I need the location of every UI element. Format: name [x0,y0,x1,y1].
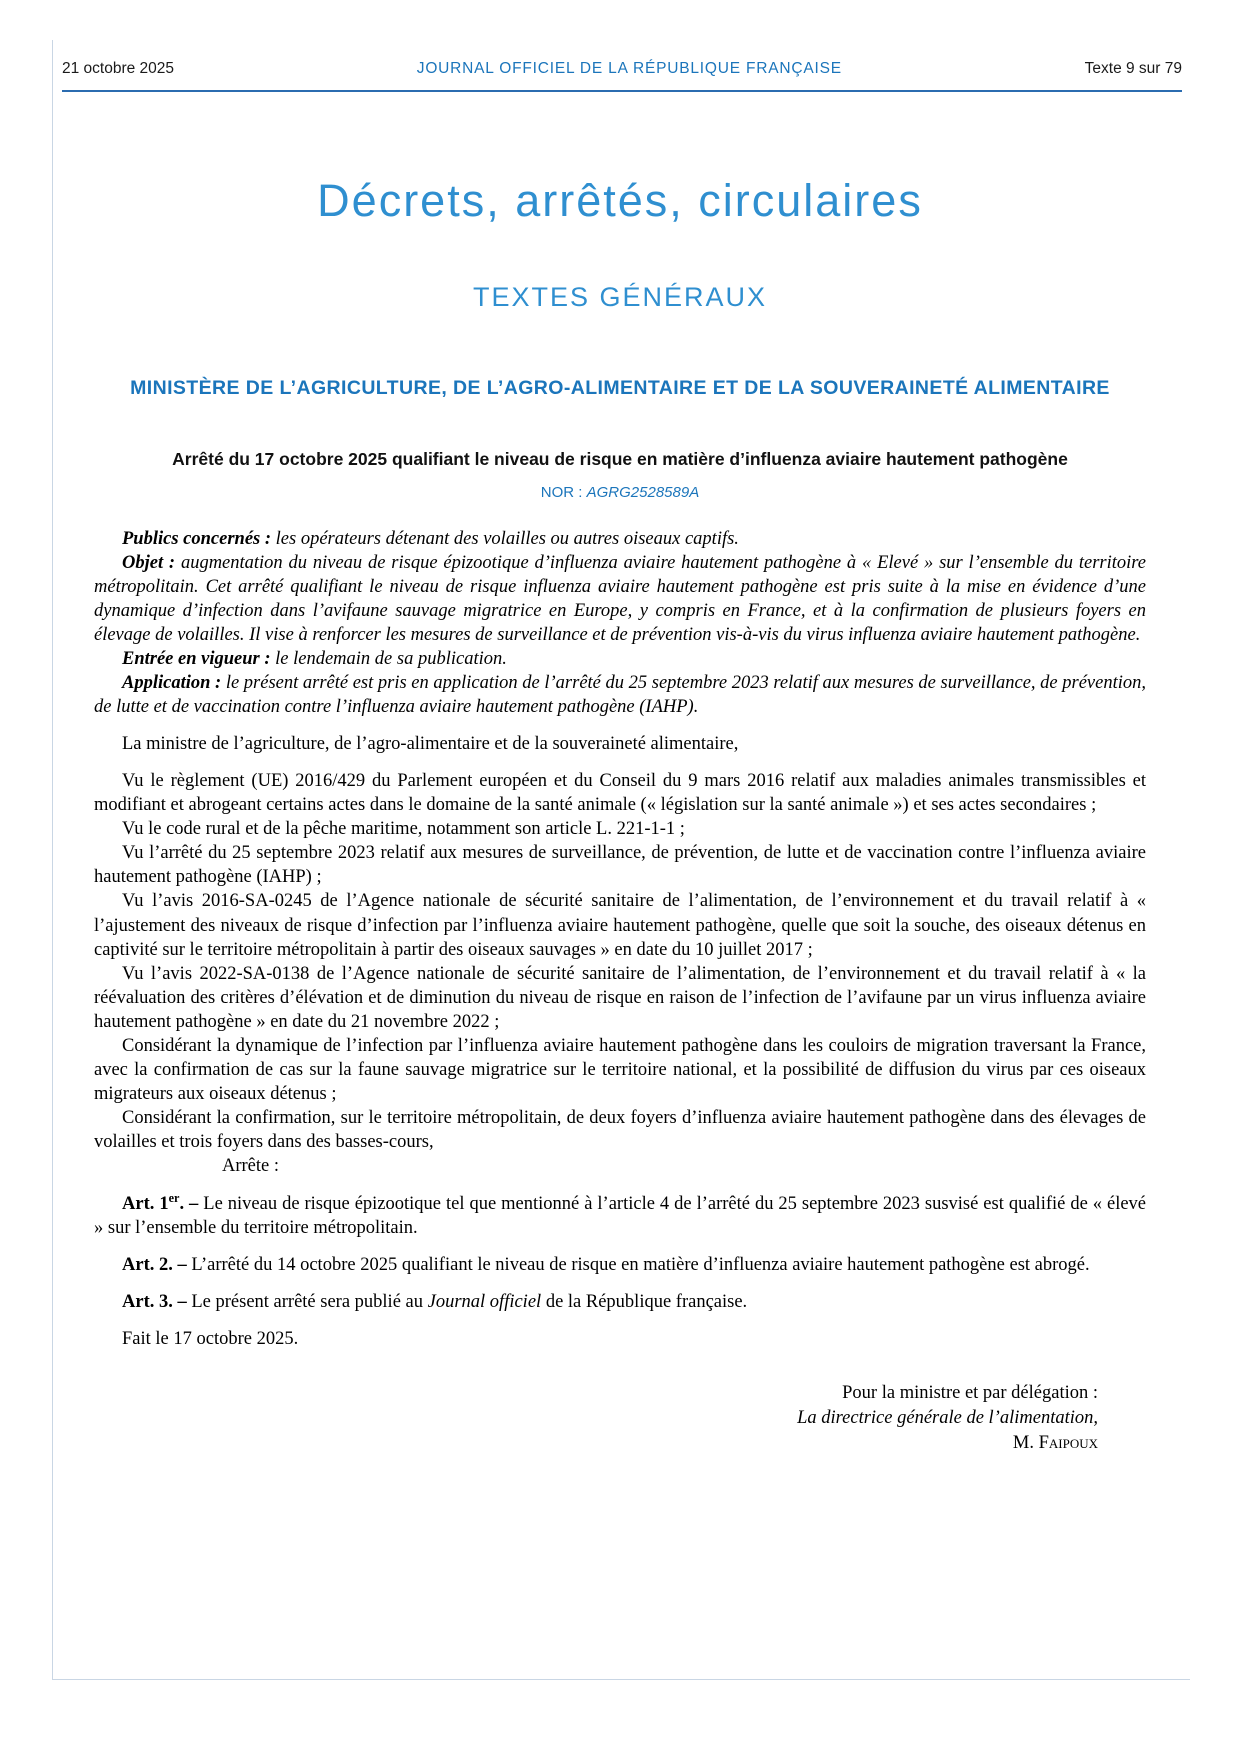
article-1-label-sup: er [168,1191,180,1206]
summary-application-label: Application : [122,673,222,694]
visa-item: Vu le règlement (UE) 2016/429 du Parlement européen et du Conseil du 9 mars 2016 relatif aux maladies animales transmissibles et modifiant et abrogeant certains actes dans le domaine de la santé animale (« législation sur la santé animale ») et ses actes secondaires ; [94,771,1146,816]
closing-date: Fait le 17 octobre 2025. [122,1329,299,1350]
article-2-label: Art. 2 [122,1255,169,1276]
nor-label: NOR : [540,483,587,501]
summary-publics [94,527,1146,551]
article-2-label-end: . – [168,1255,192,1276]
document-body [94,527,1146,1352]
signature-delegation: Pour la ministre et par délégation : [842,1383,1098,1404]
signature-surname: Faipoux [1038,1433,1098,1454]
nor-value: AGRG2528589A [586,483,700,501]
summary-entree-vigueur [94,647,1146,671]
summary-publics-label: Publics concernés : [122,528,272,549]
signature-function: La directrice générale de l’alimentation, [797,1408,1098,1429]
visa-item: Considérant la confirmation, sur le territoire métropolitain, de deux foyers d’influenza aviaire hautement pathogène dans des élevages de volailles et trois foyers dans des basses-cours, [94,1107,1146,1152]
article-3-label: Art. 3 [122,1292,169,1313]
summary-application-text: le présent arrêté est pris en application de l’arrêté du 25 septembre 2023 relatif aux mesures de surveillance, de prévention, de lutte et de vaccination contre l’influenza aviaire hautement pathogène (IAHP). [94,673,1146,718]
summary-objet [94,551,1146,647]
visa-item: Vu l’avis 2016-SA-0245 de l’Agence nationale de sécurité sanitaire de l’alimentation, de l’environnement et du travail relatif à « l’ajustement des niveaux de risque d’infection par l’influenza aviaire hautement pathogène, quelle que soit la souche, des oiseaux détenus en captivité sur le territoire métropolitain à partir des oiseaux sauvages » en date du 10 juillet 2017 ; [94,891,1146,960]
article-1 [94,1191,1146,1240]
arrete-statement: Arrête : [222,1155,280,1176]
summary-entree-text: le lendemain de sa publication. [270,649,507,670]
article-1-label-end: . – [179,1194,204,1215]
header-journal-title: JOURNAL OFFICIEL DE LA RÉPUBLIQUE FRANÇAISE [416,60,842,77]
visa-item: Vu l’arrêté du 25 septembre 2023 relatif aux mesures de surveillance, de prévention, de lutte et de vaccination contre l’influenza aviaire hautement pathogène (IAHP) ; [94,843,1146,888]
summary-publics-text: les opérateurs détenant des volailles ou autres oiseaux captifs. [271,528,739,549]
article-3-label-end: . – [168,1292,192,1313]
article-1-text: Le niveau de risque épizootique tel que mentionné à l’article 4 de l’arrêté du 25 septembre 2023 susvisé est qualifié de « élevé » sur l’ensemble du territoire métropolitain. [94,1194,1147,1239]
page-header [62,60,1182,78]
visa-item: Vu l’avis 2022-SA-0138 de l’Agence nationale de sécurité sanitaire de l’alimentation, de l’environnement et du travail relatif à « la réévaluation des critères d’élévation et de diminution du niveau de risque en raison de l’infection de l’avifaune par un virus influenza aviaire hautement pathogène » en date du 21 novembre 2022 ; [94,963,1146,1032]
visa-item: Considérant la dynamique de l’infection par l’influenza aviaire hautement pathogène dans les couloirs de migration traversant la France, avec la confirmation de cas sur la faune sauvage migratrice sur le territoire national, et la possibilité de diffusion du virus par ces oiseaux migrateurs aux oiseaux détenus ; [94,1035,1146,1104]
summary-application [94,671,1146,719]
preamble-authority: La ministre de l’agriculture, de l’agro-alimentaire et de la souveraineté alimentaire, [122,734,739,755]
article-3-text: Le présent arrêté sera publié au Journal officiel de la République française. [191,1292,748,1313]
document-content [94,175,1146,1456]
summary-objet-label: Objet : [122,552,176,573]
summary-entree-label: Entrée en vigueur : [122,649,271,670]
ministry-heading: MINISTÈRE DE L’AGRICULTURE, DE L’AGRO-ALIMENTAIRE ET DE LA SOUVERAINETÉ ALIMENTAIRE [130,377,1110,399]
article-3 [94,1290,1146,1314]
nor-line [94,484,1146,501]
signature-block [94,1381,1146,1456]
article-2-text: L’arrêté du 14 octobre 2025 qualifiant le niveau de risque en matière d’influenza aviaire hautement pathogène est abrogé. [191,1255,1090,1276]
decree-title: Arrêté du 17 octobre 2025 qualifiant le niveau de risque en matière d’influenza aviaire hautement pathogène [172,449,1068,470]
header-divider [62,90,1182,92]
header-date: 21 octobre 2025 [62,60,175,77]
summary-objet-text: augmentation du niveau de risque épizootique d’influenza aviaire hautement pathogène à « Elevé » sur l’ensemble du territoire métropolitain. Cet arrêté qualifiant le niveau de risque influenza aviaire hautement pathogène est pris suite à la mise en évidence d’une dynamique d’infection dans l’avifaune sauvage migratrice en Europe, y compris en France, et à la confirmation de plusieurs foyers en élevage de volailles. Il vise à renforcer les mesures de surveillance et de prévention vis-à-vis du virus influenza aviaire hautement pathogène. [94,552,1147,645]
section-title: TEXTES GÉNÉRAUX [472,282,768,312]
signature-initial: M. [1012,1433,1039,1454]
article-2 [94,1253,1146,1277]
header-text-reference: Texte 9 sur 79 [1084,60,1182,77]
visa-item: Vu le code rural et de la pêche maritime, notamment son article L. 221-1-1 ; [122,819,685,840]
page-title: Décrets, arrêtés, circulaires [317,175,923,226]
signature-name [94,1431,1098,1456]
article-1-label: Art. 1 [122,1194,169,1215]
